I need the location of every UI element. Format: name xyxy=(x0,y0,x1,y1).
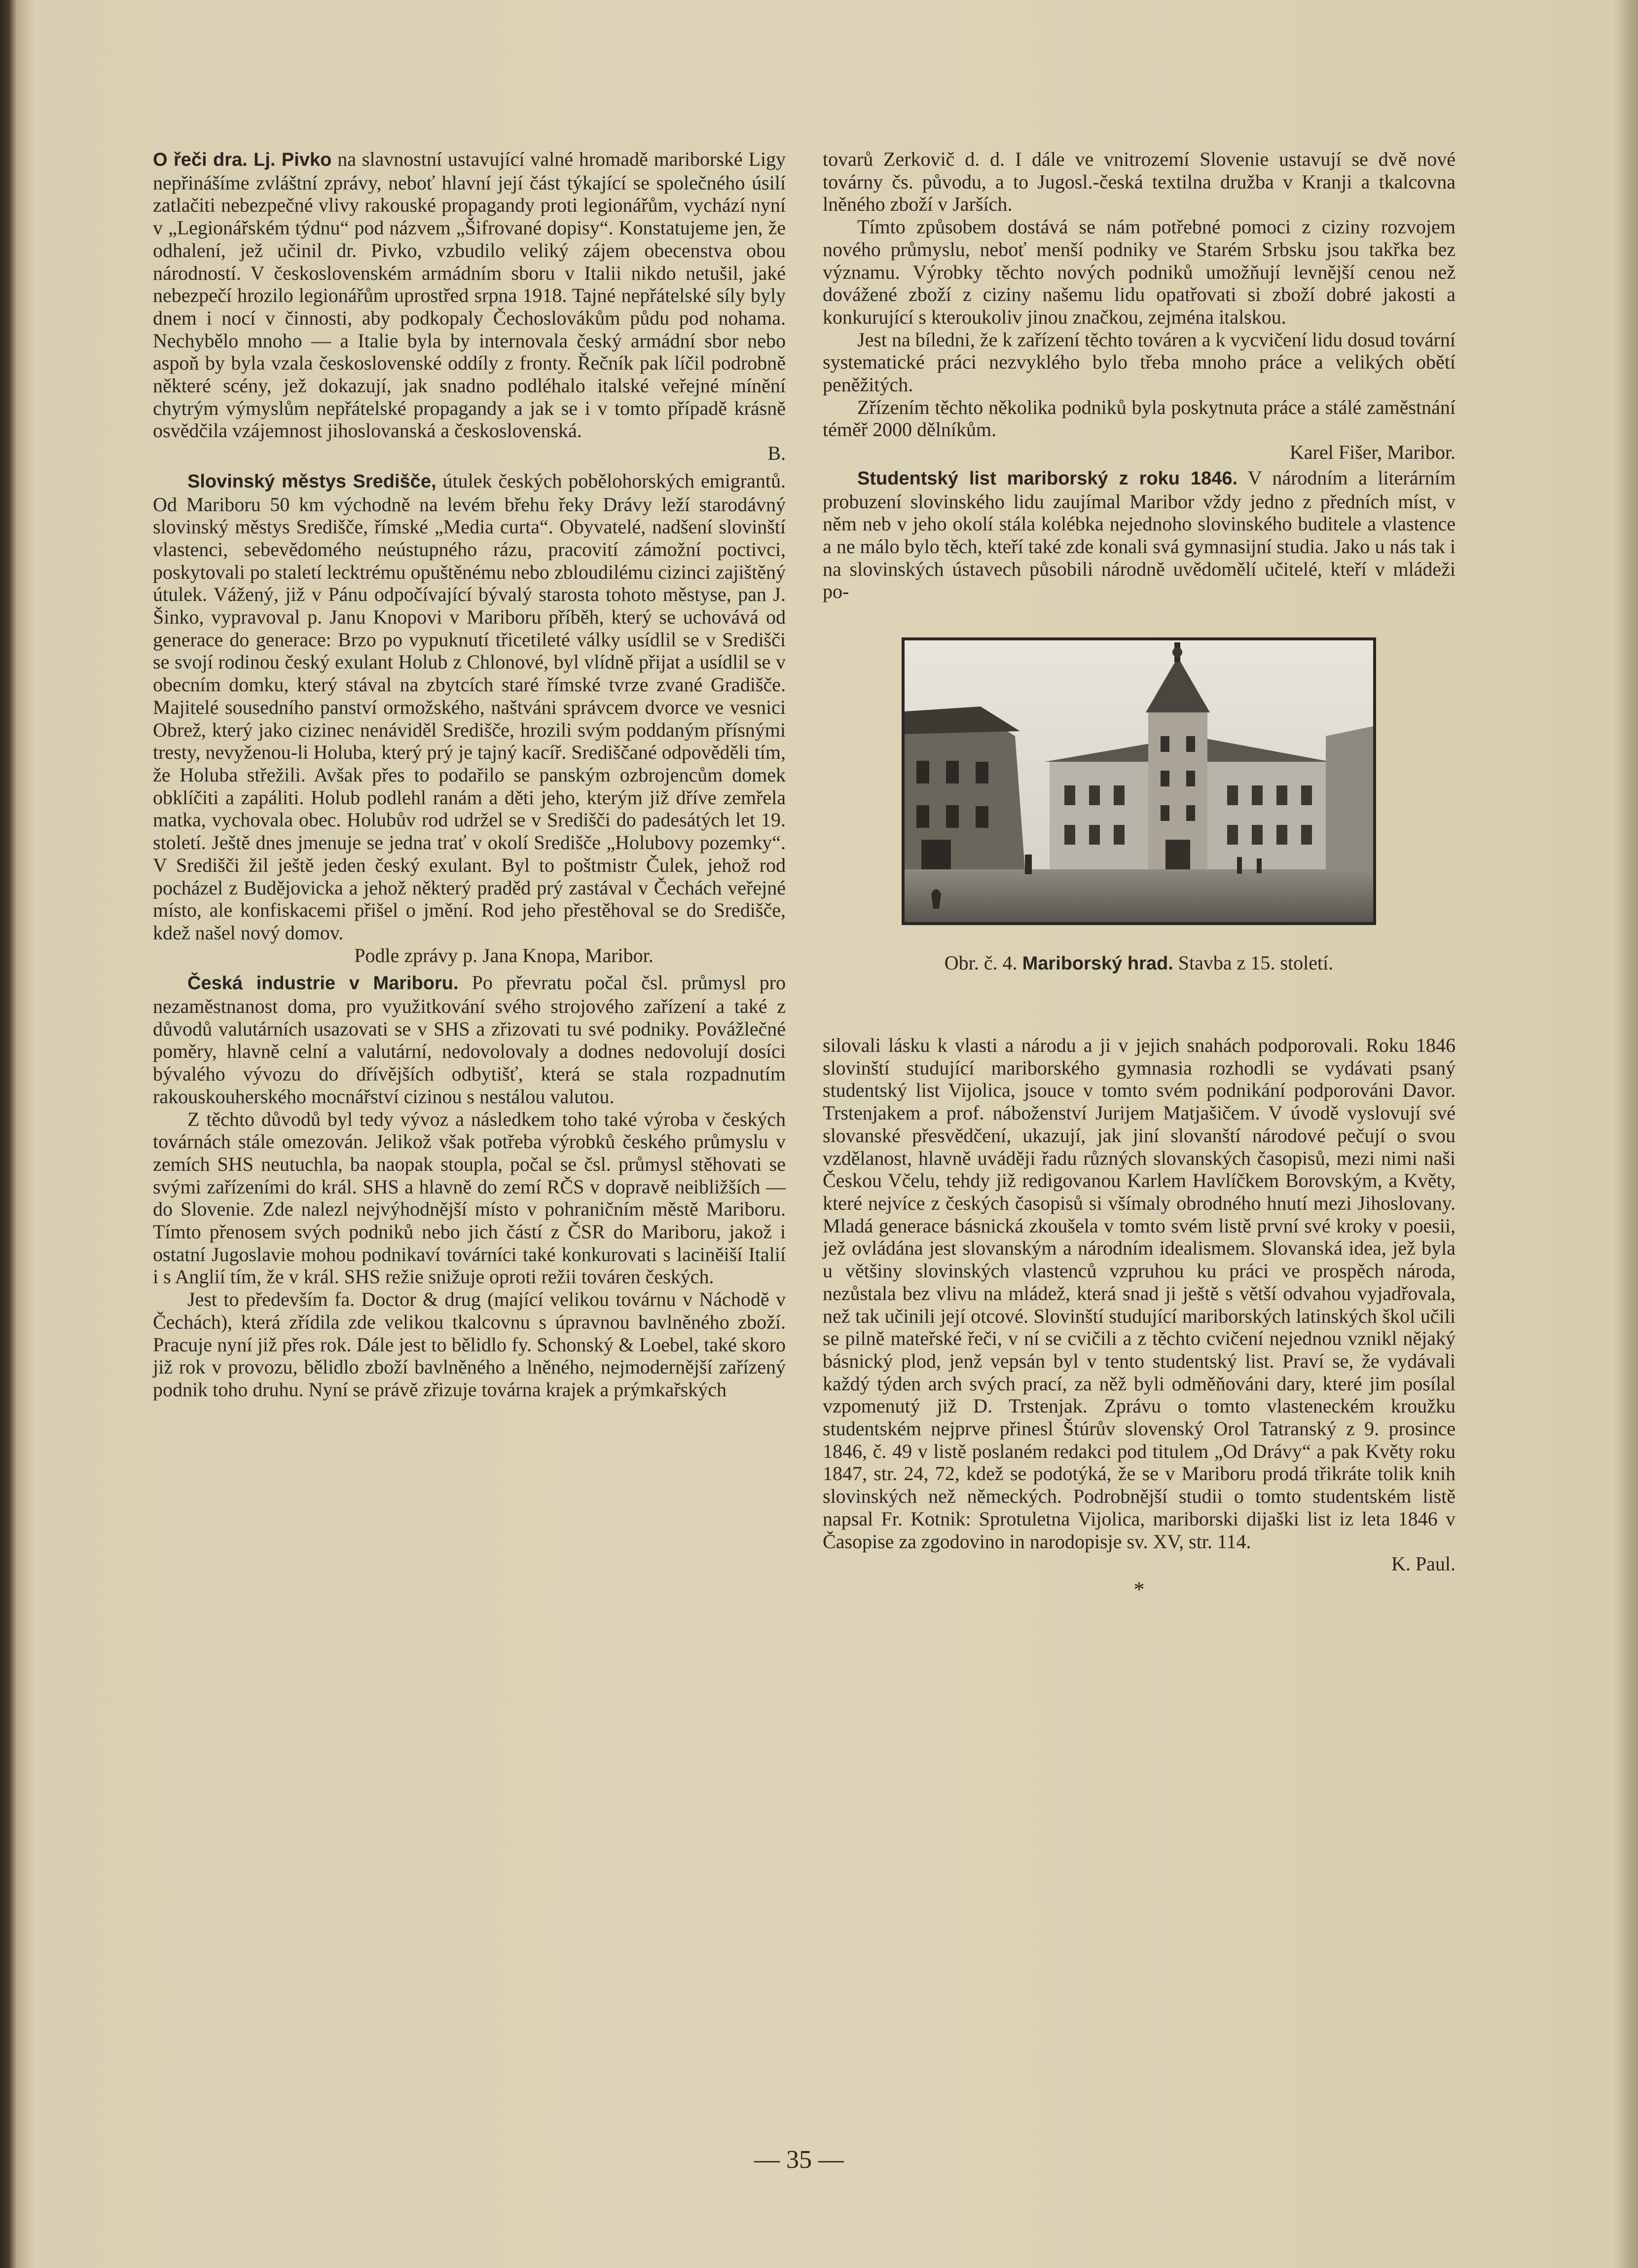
article-pivko xyxy=(153,148,786,442)
article-sredisce-signature: Podle zprávy p. Jana Knopa, Maribor. xyxy=(354,944,654,967)
castle-photo xyxy=(902,637,1376,925)
right-column xyxy=(823,148,1456,1601)
article-industrie-paragraph: Z těchto důvodů byl tedy vývoz a následkem toho také výroba v českých továrnách stále omezován. Jelikož však potřeba výrobků českého průmyslu v zemích SHS neutuchla, ba naopak stoupla, počal se čsl. průmysl stěhovati se svými zařízeními do král. SHS a hlavně do zemí RČS v dopravě neibližších — do Slovenie. Zde nalezl nejvýhodnější místo v pohraničním městě Mariboru. Tímto přenosem svých podniků nebo jich částí z ČSR do Mariboru, jakož i ostatní Jugoslavie mohou podnikaví továrníci také konkurovati s laciněiší Italií i s Anglií tím, že v král. SHS režie snižuje oproti režii továren českých. xyxy=(153,1108,786,1288)
article-sredisce xyxy=(153,470,786,944)
figure-caption-title: Mariborský hrad. xyxy=(1022,953,1173,974)
article-studentsky-list-signature: K. Paul. xyxy=(1391,1553,1456,1575)
article-industrie-signature: Karel Fišer, Maribor. xyxy=(1289,441,1456,464)
page-number: — 35 — xyxy=(754,2146,844,2174)
article-industrie-paragraph: Tímto způsobem dostává se nám potřebné pomoci z ciziny rozvojem nového průmyslu, neboť menší podniky ve Starém Srbsku jsou takřka bez významu. Výrobky těchto nových podniků umožňují levnější cenou než dovážené zboží z ciziny našemu lidu opatřovati si zboží dobré jakosti a konkurující s kteroukoliv jinou značkou, zejména italskou. xyxy=(823,216,1456,328)
article-industrie-heading: Česká industrie v Mariboru. xyxy=(187,973,459,994)
article-industrie xyxy=(153,971,786,1108)
article-studentsky-list xyxy=(823,467,1456,603)
article-pivko-text: na slavnostní ustavující valné hromadě mariborské Ligy nepřinášíme zvláštní zprávy, neboť hlavní její část týkající se společného úsilí zatlačiti nebezpečné vlivy rakouské propagandy proti legionářům, vychází nyní v „Legionářském týdnu“ pod názvem „Šifrované dopisy“. Konstatujeme jen, že odhalení, jež učinil dr. Pivko, vzbudilo veliký zájem obecenstva obou národností. V československém armádním sboru v Italii nikdo netušil, jaké nebezpečí hrozilo legionářům uprostřed srpna 1918. Tajné nepřátelské síly byly dnem i nocí v činnosti, aby podkopaly Čechoslovákům půdu pod nohama. Nechybělo mnoho — a Italie byla by internovala český armádní sbor nebo aspoň by byla vzala československé oddíly z fronty. Řečník pak líčil podrobně některé scény, jež dokazují, jak snadno podléhalo italské veřejné mínění chytrým výmyslům nepřátelské propagandy a jak se i v tomto případě krásně osvědčila vzájemnost jihoslovanská a československá. xyxy=(153,148,786,442)
article-industrie-paragraph: Zřízením těchto několika podniků byla poskytnuta práce a stálé zaměstnání téměř 2000 dělníkům. xyxy=(823,396,1456,441)
article-studentsky-list-heading: Studentský list mariborský z roku 1846. xyxy=(857,468,1238,489)
left-column xyxy=(153,148,786,1401)
article-industrie-text: Po převratu počal čsl. průmysl pro nezaměstnanost doma, pro využitkování svého strojového zařízení a také z důvodů valutárních usazovati se v SHS a zřizovati tu své podniky. Povážlečné poměry, hlavně celní a valutární, nedovolovaly a dodnes nedovolují dosíci bývalého vývozu do dřívějších odbytišť, která se stala rozpadnutím rakouskouherského mocnářství cizinou s nestálou valutou. xyxy=(153,971,786,1108)
article-studentsky-list-text: V národním a literárním probuzení slovinského lidu zaujímal Maribor vždy jedno z předních míst, v něm neb v jeho okolí stála kolébka nejednoho slovinského buditele a vlastence a ne málo bylo těch, kteří také zde konali svá gymnasijní studia. Jako u nás tak i na slovinských ústavech působili národně uvědomělí učitelé, kteří v mládeži po- xyxy=(823,466,1456,603)
figure-maribor-castle xyxy=(902,637,1376,975)
end-mark: * xyxy=(1133,1577,1145,1601)
figure-caption xyxy=(902,952,1376,975)
figure-caption-suffix: Stavba z 15. století. xyxy=(1178,952,1334,974)
article-sredisce-heading: Slovinský městys Središče, xyxy=(187,471,437,492)
article-industrie-paragraph: Jest to především fa. Doctor & drug (mající velikou továrnu v Náchodě v Čechách), která zřídila zde velikou tkalcovnu s úpravnou bavlněného zboží. Pracuje nyní již přes rok. Dále jest to bělidlo fy. Schonský & Loebel, také skoro již rok v provozu, bělidlo zboží bavlněného a lněného, nejmodernější zařízený podnik toho druhu. Nyní se právě zřizuje továrna krajek a prýmkařských xyxy=(153,1288,786,1401)
figure-caption-prefix: Obr. č. 4. xyxy=(944,952,1018,974)
article-sredisce-text: útulek českých pobělohorských emigrantů. Od Mariboru 50 km východně na levém břehu řeky Drávy leží starodávný slovinský městys Središče, římské „Media curta“. Obyvatelé, nadšení slovinští vlastenci, sebevědomého neústupného rázu, pracovití zámožní poctivci, poskytovali po staletí lecktrému opuštěnému nebo zbloudilému cizinci zajištěný útulek. Vážený, již v Pánu odpočívající bývalý starosta tohoto městyse, pan J. Šinko, vypravoval p. Janu Knopovi v Mariboru příběh, který se uchovává od generace do generace: Brzo po vypuknutí třicetileté války usídlil se v Središči se svojí rodinou český exulant Holub z Chlonové, byl vlídně přijat a usídlil se v obecním domku, který stával na zbytcích staré římské tvrze zvané Gradišče. Majitelé sousedního panství ormožského, naštváni správcem dvorce ve vesnici Obrež, který jako cizinec nenáviděl Središče, hrozili svým poddaným přísnými tresty, nevyženou-li Holuba, který prý je tajný kacíř. Središčané odpověděli tím, že Holuba střežili. Avšak přes to podařilo se panským ozbrojencům domek obklíčiti a zapáliti. Holub podlehl ranám a děti jeho, kterým již dříve zemřela matka, vychovala obec. Holubův rod udržel se v Središči do padesátých let 19. století. Ještě dnes jmenuje se jedna trať v okolí Središče „Holubovy pozemky“. V Središči žil ještě jeden český exulant. Byl to poštmistr Čulek, jehož rod pocházel z Budějovicka a jehož některý praděd prý zastával v Čechách veřejné místo, ale konfiskacemi přišel o jmění. Rod jeho přestěhoval se do Središče, kdež našel nový domov. xyxy=(153,469,786,944)
article-industrie-continued: tovarů Zerkovič d. d. I dále ve vnitrozemí Slovenie ustavují se dvě nové továrny čs. původu, a to Jugosl.-česká textilna družba v Kranji a tkalcovna lněného zboží v Jarších. xyxy=(823,148,1456,216)
article-pivko-heading: O řeči dra. Lj. Pivko xyxy=(153,149,332,170)
article-studentsky-list-continued: silovali lásku k vlasti a národu a ji v jejich snahách podporovali. Roku 1846 slovinští studující mariborského gymnasia rozhodli se vydávati psaný studentský list Vijolica, jsouce v tomto svém podnikání podporováni Davor. Trstenjakem a prof. náboženství Jurijem Matjašičem. V úvodě vyslovují své slovanské přesvědčení, ukazují, jak jiní slovanští národové pečují o svou vzdělanost, hlavně uváději řadu různých slovanských časopisů, mezi nimi naši Českou Včelu, tehdy již redigovanou Karlem Havlíčkem Borovským, a Květy, které nejvíce z českých časopisů si všímaly obrodného hnutí mezi Jihoslovany. Mladá generace básnická zkoušela v tomto svém listě první své kroky v poesii, jež ovládána jest slovanským a národním idealismem. Slovanská idea, jež byla u většiny slovinských vlastenců vzpruhou ku práci ve prospěch národa, nezůstala bez vlivu na mládež, která snad ji ještě s větší odvahou vyjadřovala, než tak učinili její otcové. Slovinští studující mariborských latinských škol učili se pilně mateřské řeči, v ní se cvičili a z těchto cvičení nejednou vznikl nějaký básnický plod, jenž vepsán byl v tento studentský list. Praví se, že vydávali každý týden arch svých prací, za něž byli odměňováni dary, které jim posílal vzpomenutý již D. Trstenjak. Zprávu o tomto vlasteneckém kroužku studentském nejprve přinesl Štúrův slovenský Orol Tatranský z 9. prosince 1846, č. 49 v listě poslaném redakci pod titulem „Od Drávy“ a pak Květy roku 1847, str. 24, 72, kdež se podotýká, že se v Mariboru prodá třikráte tolik knih slovinských než německých. Podrobnější studii o tomto studentském listě napsal Fr. Kotnik: Sprotuletna Vijolica, mariborski dijaški list iz leta 1846 v Časopise za zgodovino in narodopisje sv. XV, str. 114. xyxy=(823,1034,1456,1553)
article-pivko-signature: B. xyxy=(767,442,786,465)
article-industrie-paragraph: Jest na bíledni, že k zařízení těchto továren a k vycvičení lidu dosud tovární systematické práci nezvyklého bylo třeba mnoho práce a velikých obětí peněžitých. xyxy=(823,328,1456,396)
